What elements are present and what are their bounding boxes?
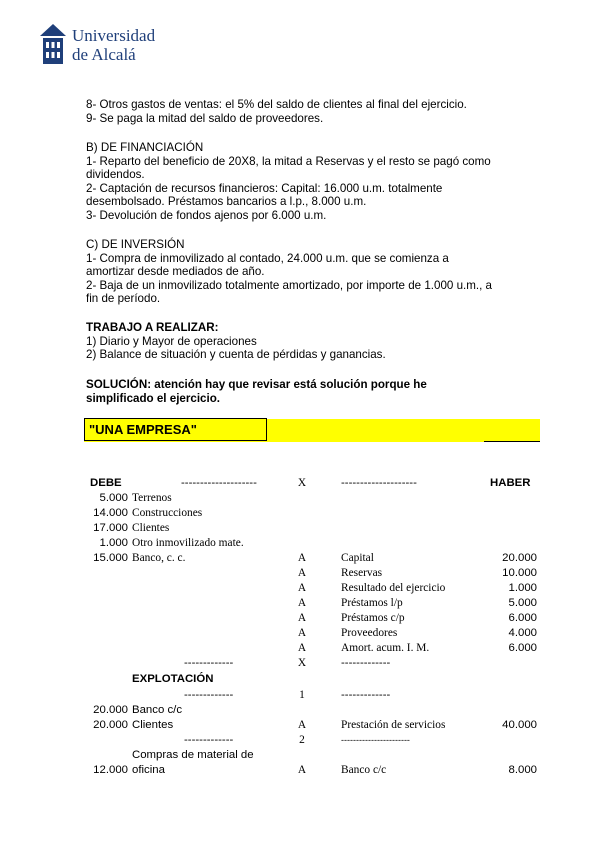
x-marker: X xyxy=(297,657,307,669)
entry-number: 1 xyxy=(299,689,305,701)
inversion-section xyxy=(86,238,526,306)
debit-account: Otro inmovilizado mate. xyxy=(132,537,244,549)
dash-separator: -------------------- xyxy=(341,477,417,489)
text-line: dividendos. xyxy=(86,168,145,182)
intro-section xyxy=(86,98,526,125)
credit-amount: 40.000 xyxy=(502,719,537,731)
credit-amount: 4.000 xyxy=(508,627,537,639)
dash-separator: ------------- xyxy=(184,657,234,669)
trabajo-section xyxy=(86,321,526,362)
text-line: 1- Compra de inmovilizado al contado, 24.000 u.m. que se comienza a xyxy=(86,251,449,265)
text-line: amortizar desde mediados de año. xyxy=(86,265,265,279)
debit-account: Terrenos xyxy=(132,492,172,504)
credit-marker: A xyxy=(297,567,307,579)
solucion-line: simplificado el ejercicio. xyxy=(86,391,221,405)
university-crest-icon xyxy=(40,24,66,66)
debit-amount: 17.000 xyxy=(93,522,128,534)
credit-marker: A xyxy=(297,612,307,624)
debit-amount: 20.000 xyxy=(93,704,128,716)
credit-amount: 10.000 xyxy=(502,567,537,579)
credit-marker: A xyxy=(297,552,307,564)
credit-account: Banco c/c xyxy=(341,764,387,776)
credit-marker: A xyxy=(297,627,307,639)
credit-account: Reservas xyxy=(341,567,383,579)
debit-amount: 15.000 xyxy=(93,552,128,564)
underline-divider xyxy=(484,441,540,442)
credit-marker: A xyxy=(297,719,307,731)
logo-line1: Universidad xyxy=(72,26,156,45)
explotacion-label: EXPLOTACIÓN xyxy=(132,673,214,685)
debit-amount: 20.000 xyxy=(93,719,128,731)
section-title: B) DE FINANCIACIÓN xyxy=(86,141,204,154)
solucion-section xyxy=(86,378,526,405)
dash-separator: ------------- xyxy=(184,689,234,701)
credit-account: Amort. acum. I. M. xyxy=(341,642,430,654)
financiacion-section xyxy=(86,141,526,223)
entry-number: 2 xyxy=(299,734,305,746)
credit-account: Préstamos c/p xyxy=(341,612,405,624)
text-line: 2- Captación de recursos financieros: Capital: 16.000 u.m. totalmente xyxy=(86,181,443,195)
credit-amount: 20.000 xyxy=(502,552,537,564)
text-line: fin de período. xyxy=(86,292,161,306)
credit-account: Capital xyxy=(341,552,374,564)
dash-separator: ----------------------- xyxy=(341,735,410,745)
debit-account: oficina xyxy=(132,764,165,776)
credit-amount: 6.000 xyxy=(508,642,537,654)
debe-label: DEBE xyxy=(90,477,122,489)
section-title: TRABAJO A REALIZAR: xyxy=(86,321,219,334)
credit-marker: A xyxy=(297,642,307,654)
debit-account: Construcciones xyxy=(132,507,203,519)
credit-amount: 8.000 xyxy=(508,764,537,776)
dash-separator: -------------------- xyxy=(181,477,257,489)
text-line: desembolsado. Préstamos bancarios a l.p., 8.000 u.m. xyxy=(86,195,367,209)
dash-separator: ------------- xyxy=(341,689,391,701)
intro-line: 8- Otros gastos de ventas: el 5% del saldo de clientes al final del ejercicio. xyxy=(86,98,467,111)
dash-separator: ------------- xyxy=(184,734,234,746)
text-line: 1) Diario y Mayor de operaciones xyxy=(86,334,257,348)
haber-label: HABER xyxy=(490,477,531,489)
debit-account: Banco, c. c. xyxy=(132,552,186,564)
x-marker: X xyxy=(297,477,307,489)
intro-line: 9- Se paga la mitad del saldo de proveedores. xyxy=(86,111,324,125)
credit-account: Proveedores xyxy=(341,627,398,639)
text-line: 2) Balance de situación y cuenta de pérdidas y ganancias. xyxy=(86,348,386,362)
solucion-line: SOLUCIÓN: atención hay que revisar está solución porque he xyxy=(86,378,427,391)
text-line: 1- Reparto del beneficio de 20X8, la mitad a Reservas y el resto se pagó como xyxy=(86,154,491,168)
credit-amount: 5.000 xyxy=(508,597,537,609)
debit-account: Clientes xyxy=(132,719,174,731)
company-name: "UNA EMPRESA" xyxy=(84,418,267,441)
credit-account: Prestación de servicios xyxy=(341,719,446,731)
logo-line2: de Alcalá xyxy=(72,45,136,64)
credit-marker: A xyxy=(297,597,307,609)
debit-amount: 14.000 xyxy=(93,507,128,519)
debit-account: Clientes xyxy=(132,522,170,534)
text-line: 2- Baja de un inmovilizado totalmente amortizado, por importe de 1.000 u.m., a xyxy=(86,278,493,292)
credit-amount: 6.000 xyxy=(508,612,537,624)
credit-marker: A xyxy=(297,582,307,594)
debit-amount: 5.000 xyxy=(99,492,128,504)
dash-separator: ------------- xyxy=(341,657,391,669)
debit-account: Banco c/c xyxy=(132,704,183,716)
text-line: 3- Devolución de fondos ajenos por 6.000 u.m. xyxy=(86,208,327,222)
debit-amount: 1.000 xyxy=(99,537,128,549)
university-logo xyxy=(40,24,155,66)
credit-marker: A xyxy=(297,764,307,776)
section-title: C) DE INVERSIÓN xyxy=(86,238,185,251)
credit-account: Resultado del ejercicio xyxy=(341,582,446,594)
credit-account: Préstamos l/p xyxy=(341,597,403,609)
credit-amount: 1.000 xyxy=(508,582,537,594)
debit-account: Compras de material de xyxy=(132,749,254,761)
logo-text xyxy=(72,26,155,64)
debit-amount: 12.000 xyxy=(93,764,128,776)
